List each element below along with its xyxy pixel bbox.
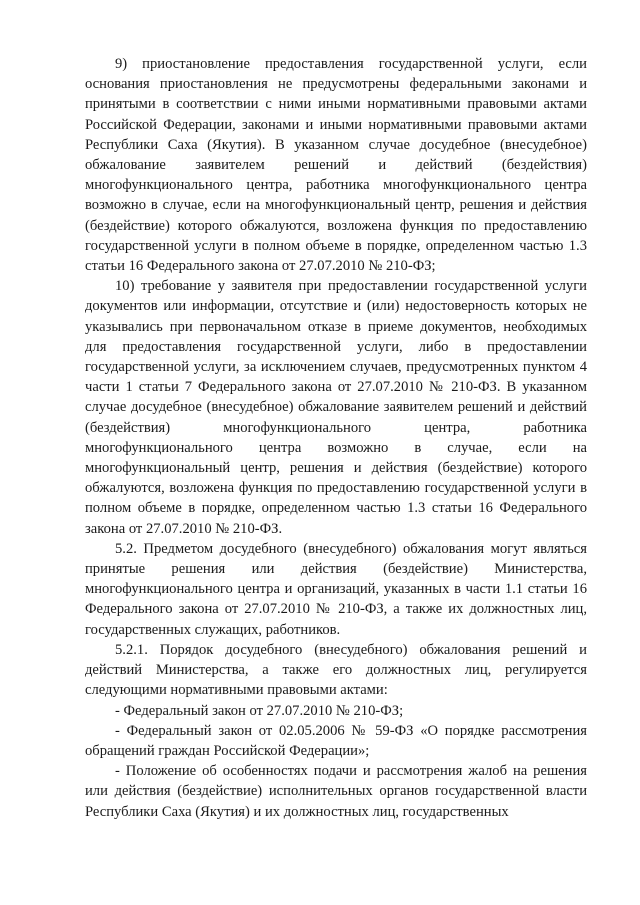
paragraph-5-2: 5.2. Предметом досудебного (внесудебного) обжалования могут являться принятые решения или действия (бездействие) Министерства, многофункционального центра и организаций, указанных в части 1.1 статьи 16 Федерального закона от 27.07.2010 № 210-ФЗ, а также их должностных лиц, государственных служащих, работников.: [85, 540, 587, 638]
paragraph-item-10: 10) требование у заявителя при предоставлении государственной услуги документов или информации, отсутствие и (или) недостоверность которых не указывались при первоначальном отказе в приеме документов, необходимых для предоставления государственной услуги, либо в предоставлении государственной услуги, за исключением случаев, предусмотренных пунктом 4 части 1 статьи 7 Федерального закона от 27.07.2010 № 210-ФЗ. В указанном случае досудебное (внесудебное) обжалование заявителем решений и действий (бездействия) многофункционального центра, работника многофункционального центра возможно в случае, если на многофункциональный центр, решения и действия (бездействие) которого обжалуются, возложена функция по предоставлению государственной услуги в полном объеме в порядке, определенном частью 1.3 статьи 16 Федерального закона от 27.07.2010 № 210-ФЗ.: [85, 278, 587, 537]
list-item-law-210: - Федеральный закон от 27.07.2010 № 210-ФЗ;: [115, 702, 404, 719]
list-item-regulation: - Положение об особенностях подачи и рассмотрения жалоб на решения или действия (бездействие) исполнительных органов государственной власти Республики Саха (Якутия) и их должностных лиц, государственных: [85, 763, 587, 820]
paragraph-5-2-1: 5.2.1. Порядок досудебного (внесудебного) обжалования решений и действий Министерства, а также его должностных лиц, регулируется следующими нормативными правовыми актами:: [85, 641, 587, 699]
list-item-law-59: - Федеральный закон от 02.05.2006 № 59-ФЗ «О порядке рассмотрения обращений граждан Российской Федерации»;: [85, 722, 587, 759]
document-body: [85, 54, 587, 822]
paragraph-item-9: 9) приостановление предоставления государственной услуги, если основания приостановления не предусмотрены федеральными законами и принятыми в соответствии с ними иными нормативными правовыми актами Российской Федерации, законами и иными нормативными правовыми актами Республики Саха (Якутия). В указанном случае досудебное (внесудебное) обжалование заявителем решений и действий (бездействия) многофункционального центра, работника многофункционального центра возможно в случае, если на многофункциональный центр, решения и действия (бездействие) которого обжалуются, возложена функция по предоставлению государственной услуги в полном объеме в порядке, определенном частью 1.3 статьи 16 Федерального закона от 27.07.2010 № 210-ФЗ;: [85, 56, 587, 275]
